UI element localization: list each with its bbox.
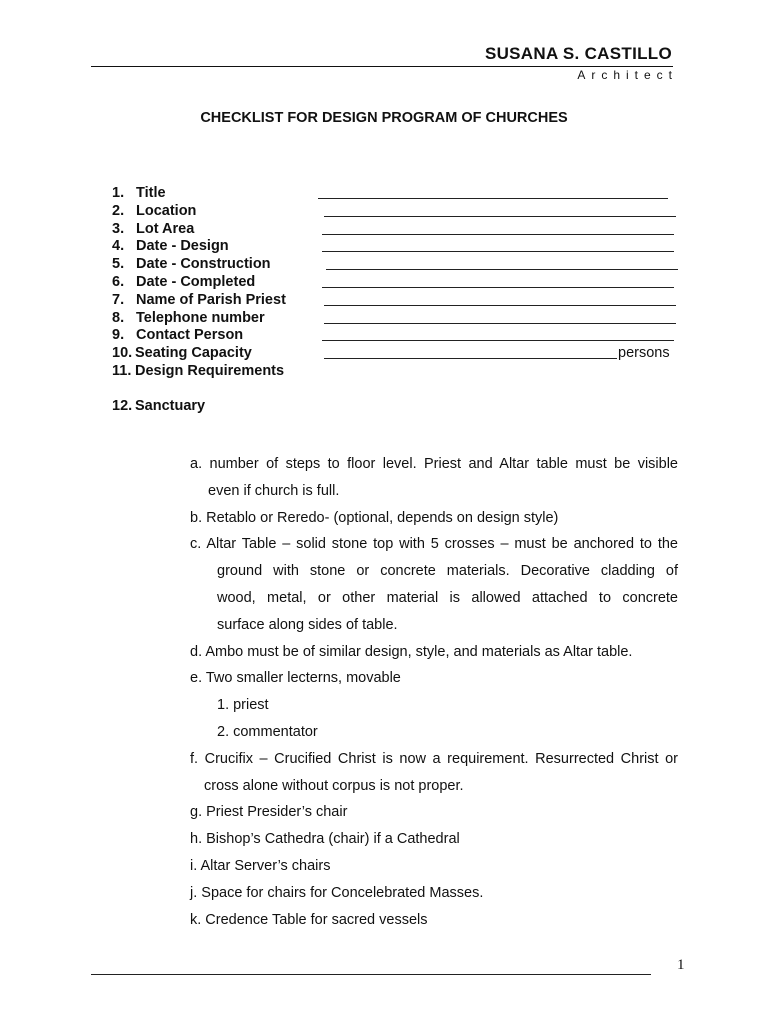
sanctuary-item-h bbox=[190, 826, 678, 853]
item-text: even if church is full. bbox=[208, 482, 340, 499]
checklist-item-contact-person bbox=[112, 327, 682, 345]
item-text: cross alone without corpus is not proper. bbox=[204, 777, 464, 794]
item-number: 3. bbox=[112, 220, 125, 237]
checklist bbox=[112, 185, 682, 416]
item-text: i. Altar Server’s chairs bbox=[190, 857, 331, 874]
checklist-item-location bbox=[112, 203, 682, 221]
item-label: Contact Person bbox=[136, 327, 244, 344]
item-number: 7. bbox=[112, 291, 125, 308]
fill-in-line bbox=[322, 340, 674, 341]
item-label: Title bbox=[136, 185, 166, 201]
item-label: Telephone number bbox=[136, 309, 265, 326]
document-title: CHECKLIST FOR DESIGN PROGRAM OF CHURCHES bbox=[200, 110, 568, 126]
item-text: c. Altar Table – solid stone top with 5 crosses – must be anchored to the bbox=[190, 536, 678, 553]
sanctuary-item-j bbox=[190, 880, 678, 907]
sub-item-text: 1. priest bbox=[217, 697, 269, 714]
sub-item-text: 2. commentator bbox=[217, 723, 318, 740]
fill-in-line bbox=[322, 251, 674, 252]
item-text: surface along sides of table. bbox=[217, 616, 398, 633]
fill-in-line bbox=[324, 305, 676, 306]
item-text: d. Ambo must be of similar design, style, and materials as Altar table. bbox=[190, 643, 633, 660]
item-label: Date - Completed bbox=[136, 273, 256, 290]
author-name: SUSANA S. CASTILLO bbox=[484, 44, 672, 63]
page-number: 1 bbox=[677, 957, 685, 973]
fill-in-line bbox=[318, 198, 668, 199]
item-text: ground with stone or concrete materials. Decorative cladding of bbox=[217, 563, 678, 580]
checklist-item-seating-capacity bbox=[112, 345, 682, 363]
sanctuary-item-g bbox=[190, 799, 678, 826]
fill-in-line bbox=[322, 234, 674, 235]
item-label: Date - Design bbox=[136, 238, 229, 255]
fill-in-line bbox=[324, 358, 617, 359]
sanctuary-requirements bbox=[190, 451, 678, 933]
item-label: Sanctuary bbox=[135, 398, 206, 415]
item-text: f. Crucifix – Crucified Christ is now a requirement. Resurrected Christ or bbox=[190, 750, 678, 767]
item-label: Seating Capacity bbox=[135, 345, 252, 362]
item-number: 11. bbox=[112, 362, 132, 379]
checklist-item-telephone bbox=[112, 310, 682, 328]
sanctuary-item-d bbox=[190, 639, 678, 666]
checklist-item-parish-priest bbox=[112, 292, 682, 310]
sanctuary-item-f bbox=[190, 746, 678, 800]
footer-rule bbox=[91, 974, 651, 975]
item-text: g. Priest Presider’s chair bbox=[190, 804, 348, 821]
item-text: j. Space for chairs for Concelebrated Masses. bbox=[190, 884, 484, 901]
checklist-item-sanctuary bbox=[112, 398, 682, 416]
item-text: h. Bishop’s Cathedra (chair) if a Cathedral bbox=[190, 831, 460, 848]
checklist-item-date-completed bbox=[112, 274, 682, 292]
item-number: 9. bbox=[112, 327, 125, 344]
sanctuary-item-k bbox=[190, 907, 678, 934]
author-role: Architect bbox=[577, 68, 678, 82]
item-text: e. Two smaller lecterns, movable bbox=[190, 670, 401, 687]
item-label: Lot Area bbox=[136, 220, 195, 237]
item-text: k. Credence Table for sacred vessels bbox=[190, 911, 428, 928]
item-text: a. number of steps to floor level. Priest and Altar table must be visible bbox=[190, 456, 678, 472]
item-text: wood, metal, or other material is allowed attached to concrete bbox=[217, 589, 678, 606]
fill-in-line bbox=[322, 287, 674, 288]
sanctuary-item-e bbox=[190, 665, 678, 745]
checklist-item-lot-area bbox=[112, 221, 682, 239]
item-number: 4. bbox=[112, 238, 125, 255]
checklist-item-date-construction bbox=[112, 256, 682, 274]
unit-label: persons bbox=[618, 345, 670, 362]
item-label: Name of Parish Priest bbox=[136, 291, 286, 308]
item-number: 10. bbox=[112, 345, 133, 362]
item-text: b. Retablo or Reredo- (optional, depends on design style) bbox=[190, 509, 559, 526]
item-number: 2. bbox=[112, 202, 125, 219]
sanctuary-item-i bbox=[190, 853, 678, 880]
fill-in-line bbox=[324, 216, 676, 217]
fill-in-line bbox=[324, 323, 676, 324]
item-number: 12. bbox=[112, 398, 133, 415]
checklist-item-date-design bbox=[112, 238, 682, 256]
sanctuary-item-c bbox=[190, 531, 678, 638]
item-label: Location bbox=[136, 202, 197, 219]
checklist-item-title bbox=[112, 185, 682, 203]
item-label: Date - Construction bbox=[136, 256, 271, 273]
sanctuary-item-a bbox=[190, 451, 678, 505]
item-number: 5. bbox=[112, 256, 125, 273]
item-number: 1. bbox=[112, 185, 125, 201]
item-label: Design Requirements bbox=[135, 362, 285, 379]
item-number: 6. bbox=[112, 273, 125, 290]
checklist-item-design-requirements bbox=[112, 363, 682, 381]
header-rule bbox=[91, 66, 673, 67]
item-number: 8. bbox=[112, 309, 125, 326]
sanctuary-item-b bbox=[190, 505, 678, 532]
fill-in-line bbox=[326, 269, 678, 270]
